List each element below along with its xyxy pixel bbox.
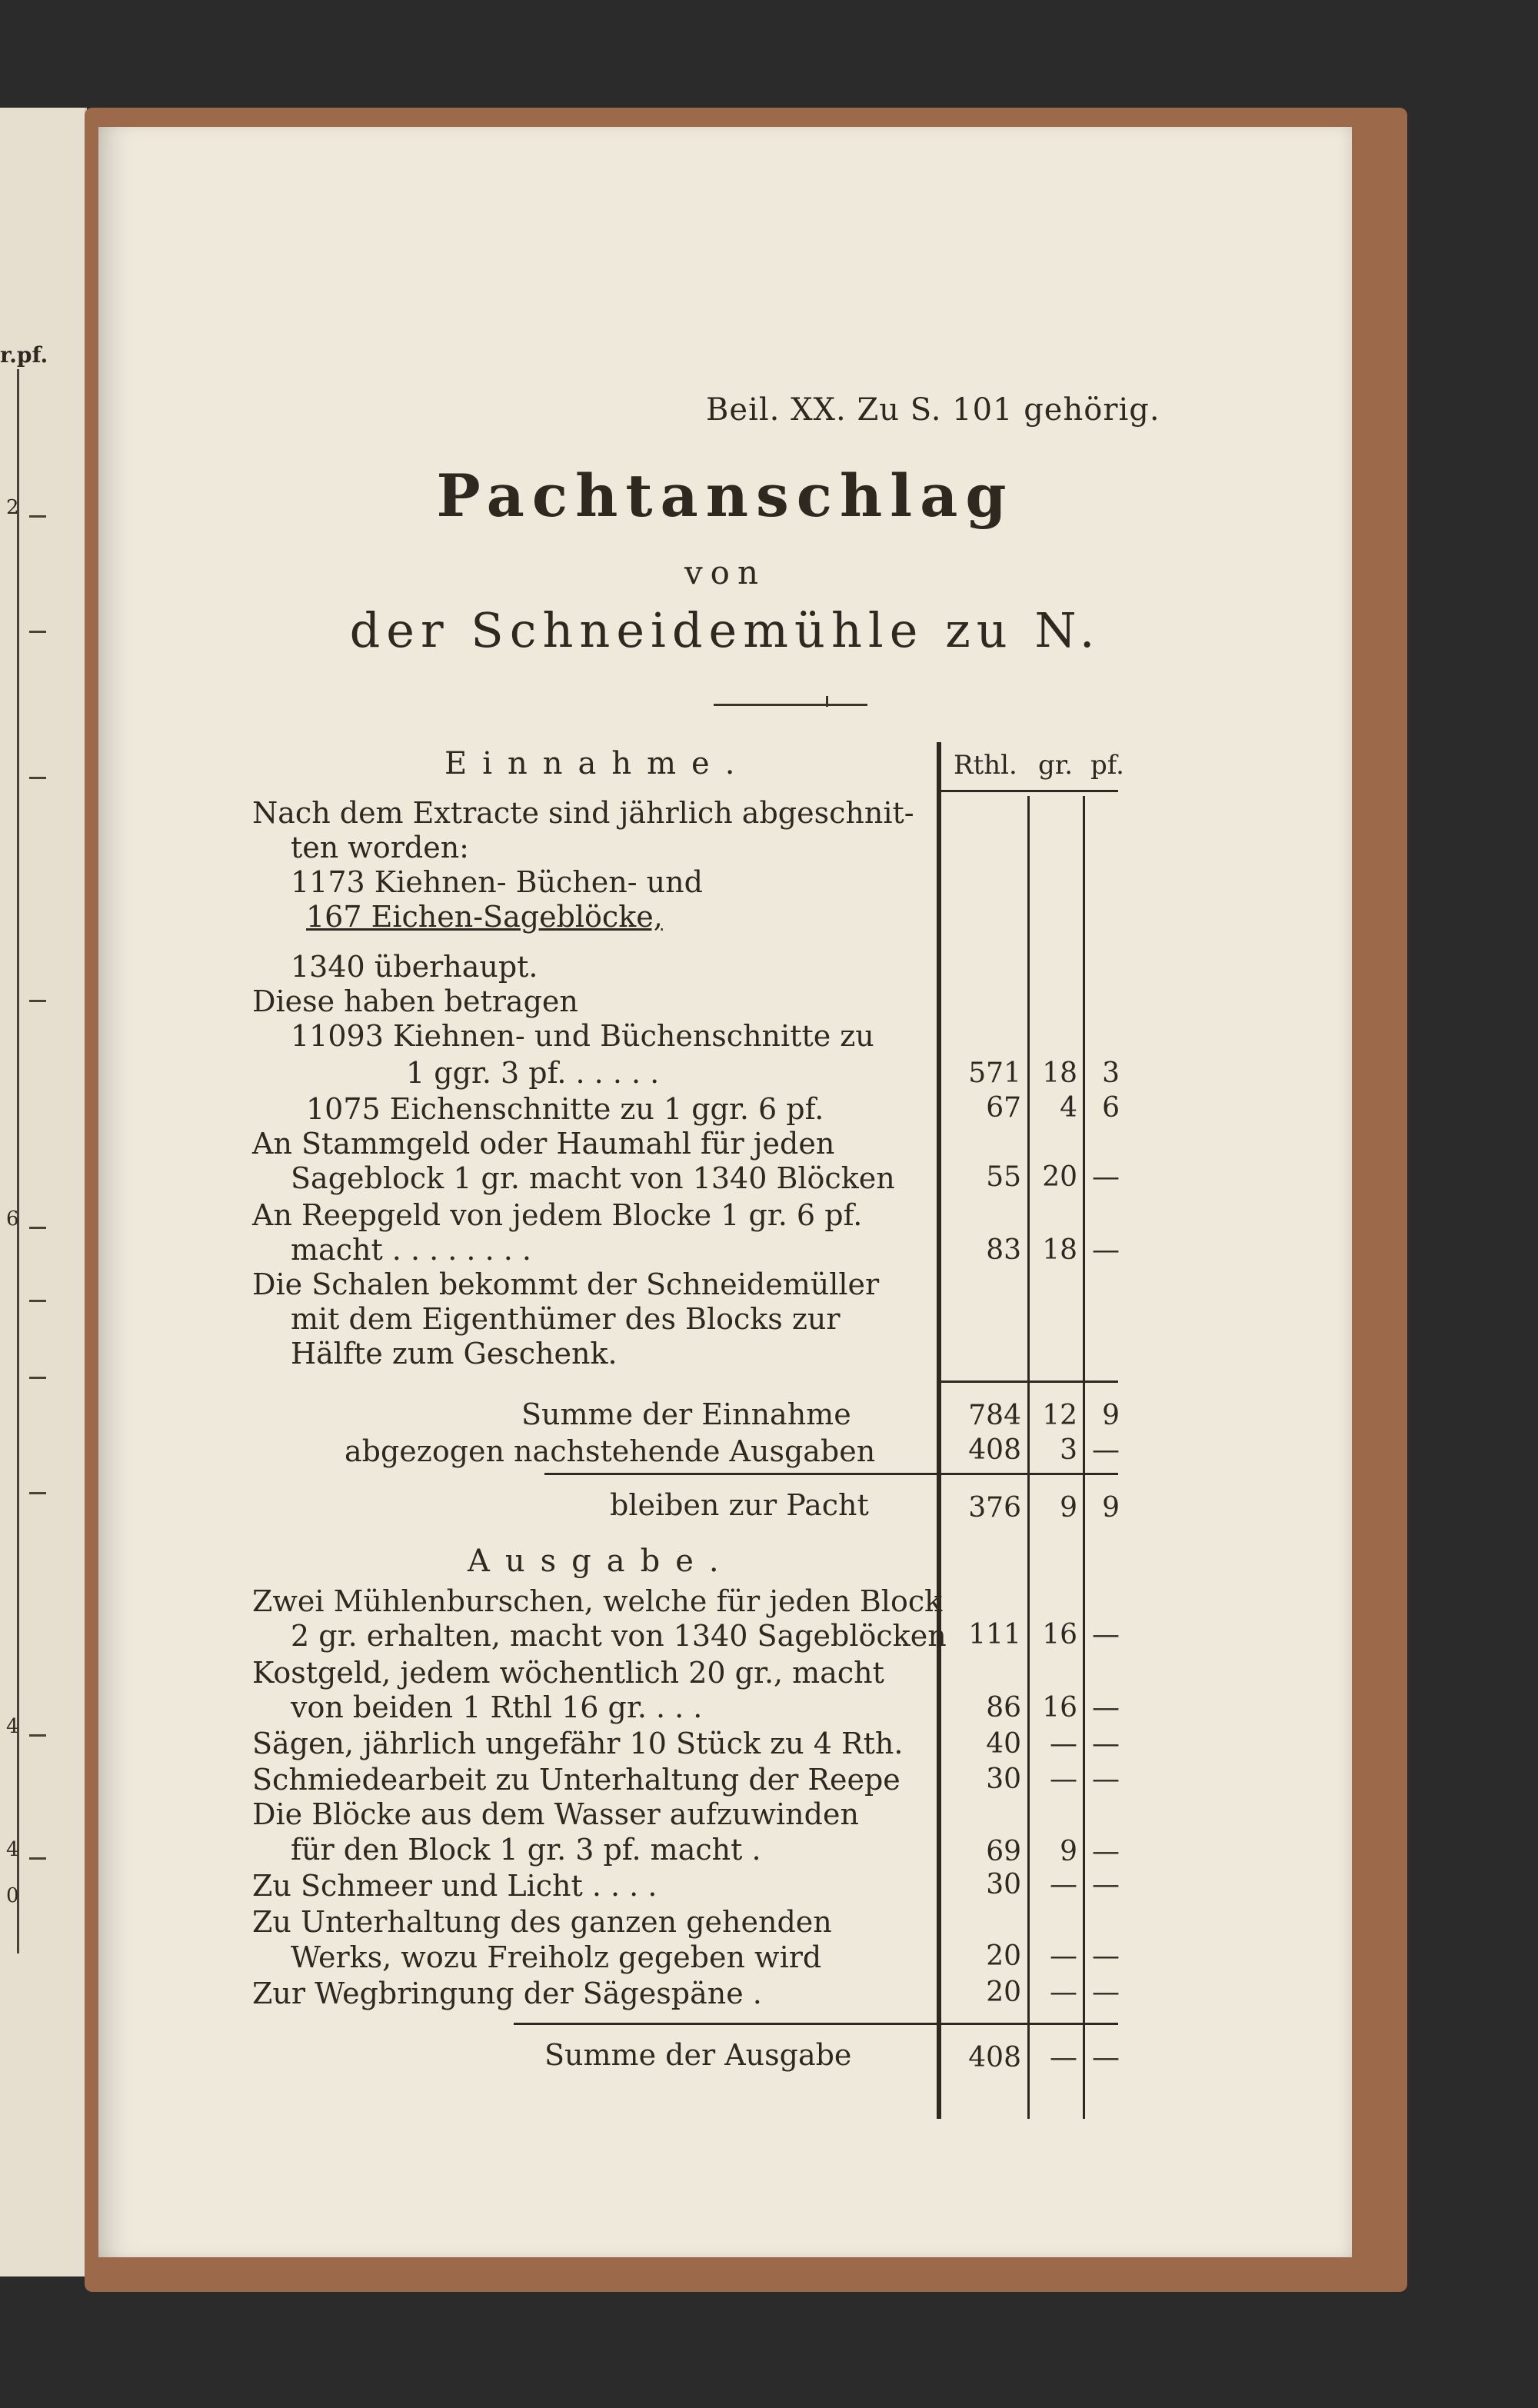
amount-rthl: 86: [986, 1692, 1021, 1724]
einnahme-summe-rthl: 784: [968, 1400, 1021, 1431]
left-page-fragment: 4: [6, 1838, 19, 1861]
amount-gr: 20: [1042, 1161, 1077, 1193]
ausgabe-summe-rthl: 408: [968, 2042, 1021, 2073]
amount-pf: 6: [1102, 1092, 1120, 1124]
page-reference: Beil. XX. Zu S. 101 gehörig.: [706, 392, 1160, 428]
amount-rthl: 30: [986, 1764, 1021, 1795]
amount-gr: —: [1050, 1869, 1077, 1900]
document-subtitle: der Schneidemühle zu N.: [349, 602, 1101, 658]
amount-gr: —: [1050, 1940, 1077, 1972]
amount-gr: 18: [1042, 1234, 1077, 1266]
einnahme-line: 167 Eichen-Sageblöcke,: [306, 900, 663, 934]
ausgabe-line: Kostgeld, jedem wöchentlich 20 gr., macht: [252, 1656, 884, 1690]
left-page-dash: [29, 1377, 46, 1379]
einnahme-summe-gr: 12: [1042, 1400, 1077, 1431]
ausgabe-summe-pf: —: [1092, 2042, 1120, 2073]
left-page-dash: [29, 1734, 46, 1737]
left-page-fragment: 4: [6, 1715, 19, 1738]
amount-rthl: 20: [986, 1940, 1021, 1972]
left-page-dash: [29, 1300, 46, 1302]
einnahme-line: 1 ggr. 3 pf. . . . . .: [406, 1056, 660, 1090]
einnahme-line: 1340 überhaupt.: [291, 950, 538, 984]
ornament-rule: [714, 704, 867, 706]
einnahme-line: Nach dem Extracte sind jährlich abgeschnit-: [252, 796, 914, 830]
amount-gr: 16: [1042, 1619, 1077, 1650]
ausgabe-line: 2 gr. erhalten, macht von 1340 Sageblöcken: [291, 1619, 947, 1653]
amount-pf: —: [1092, 1869, 1120, 1900]
abzug-rthl: 408: [968, 1434, 1021, 1466]
amount-gr: —: [1050, 1764, 1077, 1795]
ausgabe-line: Sägen, jährlich ungefähr 10 Stück zu 4 Rth.: [252, 1727, 904, 1760]
pacht-rule-left: [544, 1473, 937, 1475]
einnahme-line: An Stammgeld oder Haumahl für jeden: [252, 1127, 835, 1161]
ornament-rule-tick: [826, 696, 828, 707]
ausgabe-sum-rule-right: [941, 2023, 1118, 2025]
einnahme-line: 11093 Kiehnen- und Büchenschnitte zu: [291, 1019, 874, 1053]
amount-rthl: 571: [968, 1057, 1021, 1089]
column-header-rule: [941, 790, 1118, 792]
einnahme-line: Diese haben betragen: [252, 984, 578, 1018]
ausgabe-line: Zur Wegbringung der Sägespäne .: [252, 1977, 762, 2010]
ausgabe-line: für den Block 1 gr. 3 pf. macht .: [291, 1833, 761, 1867]
amount-pf: —: [1092, 1234, 1120, 1266]
einnahme-line: Sageblock 1 gr. macht von 1340 Blöcken: [291, 1161, 895, 1195]
amount-column-rule: [937, 742, 941, 2119]
einnahme-line: Hälfte zum Geschenk.: [291, 1337, 618, 1371]
amount-pf: —: [1092, 1161, 1120, 1193]
left-page-dash: [29, 777, 46, 779]
pacht-rule-right: [941, 1473, 1118, 1475]
amount-rthl: 30: [986, 1869, 1021, 1900]
ausgabe-line: Zwei Mühlenburschen, welche für jeden Block: [252, 1584, 943, 1618]
left-page-dash: [29, 1227, 46, 1229]
left-page-dash: [29, 515, 46, 518]
column-header-pf: pf.: [1090, 750, 1124, 781]
ausgabe-summe-gr: —: [1050, 2042, 1077, 2073]
document-page: [98, 127, 1352, 2257]
gr-pf-divider: [1083, 796, 1085, 2119]
left-page-fragment: 6: [6, 1207, 19, 1231]
sum-rule: [941, 1381, 1118, 1383]
amount-gr: 18: [1042, 1057, 1077, 1089]
amount-gr: 9: [1060, 1836, 1077, 1867]
ausgabe-line: Die Blöcke aus dem Wasser aufzuwinden: [252, 1797, 859, 1831]
pacht-rthl: 376: [968, 1492, 1021, 1524]
amount-rthl: 111: [968, 1619, 1021, 1650]
ausgabe-line: Zu Unterhaltung des ganzen gehenden: [252, 1905, 832, 1939]
amount-rthl: 55: [986, 1161, 1021, 1193]
einnahme-line: macht . . . . . . . .: [291, 1233, 531, 1267]
rthl-gr-divider: [1027, 796, 1030, 2119]
einnahme-line: 1075 Eichenschnitte zu 1 ggr. 6 pf.: [306, 1092, 824, 1126]
amount-gr: —: [1050, 1728, 1077, 1760]
einnahme-summe-label: Summe der Einnahme: [521, 1397, 851, 1431]
amount-rthl: 40: [986, 1728, 1021, 1760]
ausgabe-line: Werks, wozu Freiholz gegeben wird: [291, 1940, 822, 1974]
amount-pf: —: [1092, 1619, 1120, 1650]
previous-page-edge: [0, 108, 87, 2276]
amount-pf: —: [1092, 1692, 1120, 1724]
ausgabe-line: von beiden 1 Rthl 16 gr. . . .: [291, 1690, 703, 1724]
einnahme-line: Die Schalen bekommt der Schneidemüller: [252, 1267, 880, 1301]
amount-rthl: 20: [986, 1977, 1021, 2008]
amount-pf: —: [1092, 1940, 1120, 1972]
ausgabe-line: Schmiedearbeit zu Unterhaltung der Reepe: [252, 1763, 900, 1797]
amount-gr: 16: [1042, 1692, 1077, 1724]
left-page-column-header: r.pf.: [0, 342, 48, 368]
amount-rthl: 83: [986, 1234, 1021, 1266]
left-page-dash: [29, 1857, 46, 1860]
amount-gr: —: [1050, 1977, 1077, 2008]
einnahme-line: An Reepgeld von jedem Blocke 1 gr. 6 pf.: [252, 1198, 863, 1232]
einnahme-line: ten worden:: [291, 831, 469, 864]
left-page-dash: [29, 1492, 46, 1494]
einnahme-line: mit dem Eigenthümer des Blocks zur: [291, 1302, 841, 1336]
amount-pf: —: [1092, 1977, 1120, 2008]
left-page-fragment: 0: [6, 1884, 19, 1907]
ausgabe-summe-label: Summe der Ausgabe: [544, 2038, 852, 2072]
abzug-pf: —: [1092, 1434, 1120, 1466]
left-page-dash: [29, 1000, 46, 1002]
ausgabe-line: Zu Schmeer und Licht . . . .: [252, 1869, 657, 1903]
left-page-dash: [29, 631, 46, 633]
ausgabe-sum-rule-left: [514, 2023, 937, 2025]
einnahme-summe-pf: 9: [1102, 1400, 1120, 1431]
amount-gr: 4: [1060, 1092, 1077, 1124]
ausgabe-heading: Ausgabe.: [468, 1544, 734, 1579]
document-title: Pachtanschlag: [436, 461, 1014, 530]
abzug-gr: 3: [1060, 1434, 1077, 1466]
einnahme-line: 1173 Kiehnen- Büchen- und: [291, 865, 703, 899]
amount-pf: —: [1092, 1728, 1120, 1760]
pacht-label: bleiben zur Pacht: [610, 1488, 869, 1522]
left-page-fragment: 2: [6, 496, 19, 519]
amount-rthl: 67: [986, 1092, 1021, 1124]
amount-rthl: 69: [986, 1836, 1021, 1867]
einnahme-heading: Einnahme.: [444, 746, 751, 781]
abzug-label: abgezogen nachstehende Ausgaben: [345, 1434, 876, 1468]
pacht-gr: 9: [1060, 1492, 1077, 1524]
column-header-rthl: Rthl.: [954, 750, 1017, 781]
title-preposition: von: [684, 554, 767, 591]
amount-pf: 3: [1102, 1057, 1120, 1089]
column-header-gr: gr.: [1038, 750, 1074, 781]
amount-pf: —: [1092, 1836, 1120, 1867]
pacht-pf: 9: [1102, 1492, 1120, 1524]
amount-pf: —: [1092, 1764, 1120, 1795]
